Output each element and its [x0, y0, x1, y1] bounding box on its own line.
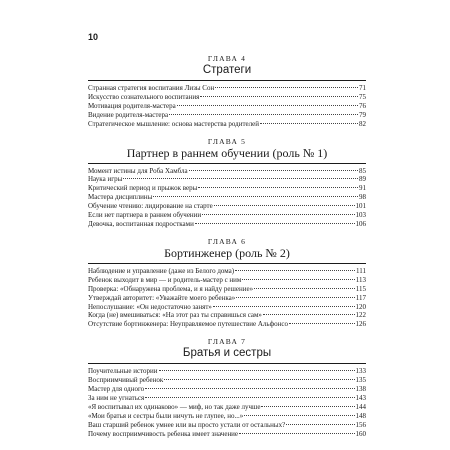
chapter-6-section — [88, 237, 366, 329]
chapter-label: ГЛАВА 6 — [207, 236, 247, 246]
entry-page: 98 — [359, 193, 366, 202]
leader-dots — [145, 388, 354, 389]
entry-title: Мотивация родителя-мастера — [88, 101, 176, 110]
entry-page: 89 — [359, 175, 366, 184]
leader-dots — [195, 223, 355, 224]
entry-title: Момент истины для Роба Хамбла — [88, 166, 188, 175]
chapter-label: ГЛАВА 4 — [207, 54, 247, 63]
toc-entry[interactable] — [88, 276, 366, 285]
chapter-label: ГЛАВА 7 — [207, 337, 247, 347]
chapter-title: Братья и сестры — [182, 347, 272, 360]
entry-title: Ребенок выходит в мир — и родитель-мастер с ним — [88, 275, 242, 284]
entry-title: Непослушание: «Он недостаточно занят» — [88, 302, 212, 311]
entry-page: 120 — [355, 302, 366, 311]
entry-page: 133 — [355, 367, 366, 376]
toc-entry[interactable] — [88, 184, 366, 193]
toc-entry[interactable] — [88, 211, 366, 220]
entry-title: Ваш старший ребенок умнее или вы просто устали от остальных? — [88, 420, 286, 429]
toc-entry[interactable] — [88, 385, 366, 394]
entry-page: 75 — [359, 92, 366, 101]
entry-title: Обучение чтению: лидирование на старте — [88, 202, 213, 211]
entry-title: Почему восприимчивость ребенка имеет значение — [88, 429, 239, 438]
leader-dots — [289, 323, 355, 324]
page-number: 10 — [88, 32, 99, 42]
leader-dots — [164, 379, 354, 380]
toc-entry[interactable] — [88, 430, 366, 439]
leader-dots — [200, 96, 358, 97]
toc-entry[interactable] — [88, 111, 366, 120]
leader-dots — [189, 170, 358, 171]
leader-dots — [215, 87, 358, 88]
entry-title: «Мои братья и сестры были ничуть не глупее, но...» — [88, 411, 244, 420]
entry-title: Поучительные истории — [88, 367, 158, 376]
entry-page: 103 — [355, 211, 366, 220]
toc-entry[interactable] — [88, 102, 366, 111]
toc-entry[interactable] — [88, 93, 366, 102]
entry-title: Проверка: «Обнаружена проблема, и я найду решение» — [88, 284, 254, 293]
toc-entry[interactable] — [88, 412, 366, 421]
leader-dots — [159, 370, 355, 371]
leader-dots — [213, 306, 355, 307]
toc-entry[interactable] — [88, 267, 366, 276]
entry-title: Мастер для одного — [88, 385, 145, 394]
toc-entry[interactable] — [88, 84, 366, 93]
entry-title: Когда (не) вмешиваться: «На этот раз ты справишься сам» — [88, 311, 262, 320]
toc-entry[interactable] — [88, 220, 366, 229]
leader-dots — [239, 433, 354, 434]
leader-dots — [286, 424, 354, 425]
entry-page: 138 — [355, 385, 366, 394]
toc-entry[interactable] — [88, 167, 366, 176]
toc-entry[interactable] — [88, 175, 366, 184]
entry-page: 122 — [355, 311, 366, 320]
toc-entry[interactable] — [88, 394, 366, 403]
toc-entry[interactable] — [88, 421, 366, 430]
table-of-contents — [88, 50, 366, 446]
toc-entry[interactable] — [88, 311, 366, 320]
entry-page: 113 — [355, 275, 366, 284]
leader-dots — [236, 297, 355, 298]
entry-page: 106 — [355, 219, 366, 228]
entry-page: 160 — [355, 429, 366, 438]
leader-dots — [261, 406, 354, 407]
entry-page: 82 — [359, 119, 366, 128]
entry-title: Критический период и прыжок веры — [88, 184, 198, 193]
entry-title: Утверждай авторитет: «Уважайте моего ребенка» — [88, 293, 236, 302]
entry-page: 85 — [359, 166, 366, 175]
entry-page: 115 — [355, 284, 366, 293]
leader-dots — [145, 397, 354, 398]
leader-dots — [260, 123, 358, 124]
entry-title: Восприимчивый ребенок — [88, 376, 164, 385]
toc-entry[interactable] — [88, 320, 366, 329]
entry-page: 91 — [359, 184, 366, 193]
entry-page: 135 — [355, 376, 366, 385]
entry-title: Мастера дисциплины — [88, 193, 153, 202]
entry-title: Искусство сознательного воспитания — [88, 92, 200, 101]
leader-dots — [177, 105, 358, 106]
entry-page: 144 — [355, 402, 366, 411]
leader-dots — [214, 205, 355, 206]
entry-page: 148 — [355, 411, 366, 420]
chapter-rule — [88, 80, 366, 81]
toc-entry[interactable] — [88, 376, 366, 385]
chapter-rule — [88, 263, 366, 264]
entry-page: 143 — [355, 393, 366, 402]
toc-entry[interactable] — [88, 120, 366, 129]
chapter-title: Партнер в раннем обучении (роль № 1) — [126, 145, 328, 160]
leader-dots — [123, 178, 358, 179]
entry-title: Видение родителя-мастера — [88, 110, 169, 119]
entry-page: 156 — [355, 420, 366, 429]
leader-dots — [235, 270, 355, 271]
leader-dots — [169, 114, 358, 115]
toc-entry[interactable] — [88, 303, 366, 312]
leader-dots — [242, 279, 354, 280]
leader-dots — [254, 288, 355, 289]
chapter-title: Бортинженер (роль № 2) — [164, 245, 290, 260]
chapter-rule — [88, 363, 366, 364]
toc-entry[interactable] — [88, 285, 366, 294]
entry-title: Странная стратегия воспитания Лизы Сон — [88, 84, 215, 92]
chapter-5-section — [88, 137, 366, 229]
chapter-7-section — [88, 337, 366, 438]
toc-entry[interactable] — [88, 367, 366, 376]
chapter-4-section — [88, 54, 366, 129]
leader-dots — [198, 187, 358, 188]
leader-dots — [244, 415, 354, 416]
leader-dots — [202, 214, 354, 215]
entry-page: 117 — [355, 293, 366, 302]
entry-page: 71 — [359, 84, 366, 92]
toc-entry[interactable] — [88, 294, 366, 303]
entry-title: Наука игры — [88, 175, 123, 184]
entry-title: Девочка, воспитанная подростками — [88, 219, 194, 228]
toc-entry[interactable] — [88, 193, 366, 202]
chapter-title: Стратеги — [202, 64, 252, 76]
toc-entry[interactable] — [88, 403, 366, 412]
chapter-rule — [88, 163, 366, 164]
entry-page: 79 — [359, 110, 366, 119]
entry-title: Если нет партнера в раннем обучении — [88, 211, 202, 220]
leader-dots — [263, 314, 355, 315]
entry-title: За ним не угнаться — [88, 393, 145, 402]
entry-page: 101 — [355, 202, 366, 211]
entry-title: Наблюдение и управление (даже из Белого дома) — [88, 266, 235, 275]
entry-title: «Я воспитывал их одинаково» — миф, но так даже лучше — [88, 402, 261, 411]
chapter-label: ГЛАВА 5 — [207, 136, 247, 146]
entry-page: 126 — [355, 320, 366, 329]
entry-title: Стратегическое мышление: основа мастерства родителей — [88, 119, 259, 128]
entry-page: 111 — [356, 266, 366, 275]
toc-entry[interactable] — [88, 202, 366, 211]
entry-page: 76 — [359, 101, 366, 110]
leader-dots — [153, 196, 358, 197]
entry-title: Отсутствие бортинженера: Неуправляемое путешествие Альфонсо — [88, 320, 288, 329]
